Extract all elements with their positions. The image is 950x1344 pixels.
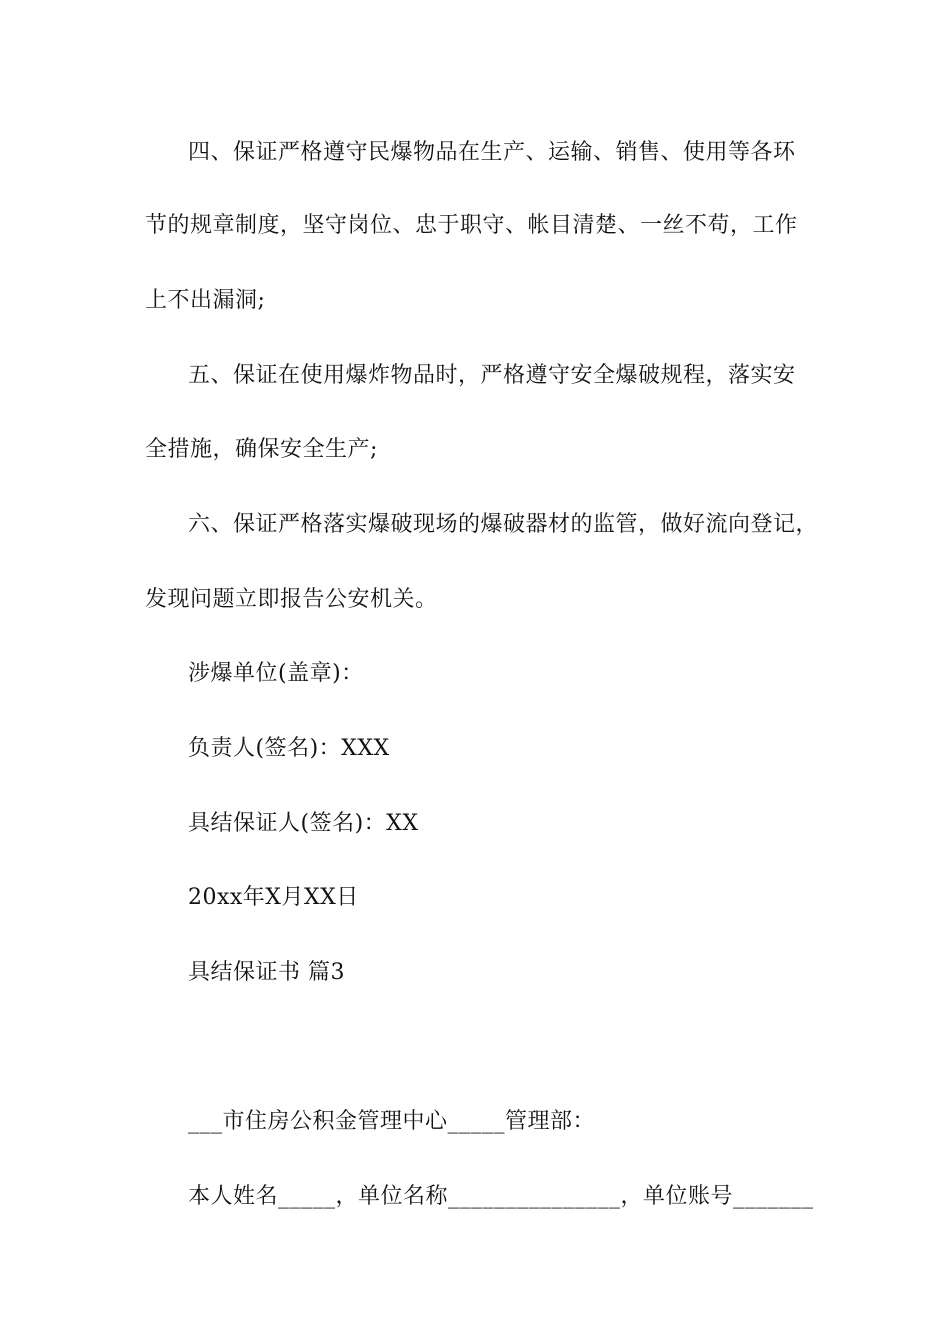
paragraph-4-line-2: 节的规章制度，坚守岗位、忠于职守、帐目清楚、一丝不苟，工作: [145, 213, 798, 238]
signature-date: 20xx年X月XX日: [188, 885, 359, 910]
signature-unit-seal: 涉爆单位(盖章)：: [188, 661, 364, 686]
signature-guarantor: 具结保证人(签名)：XX: [188, 811, 419, 836]
paragraph-4-line-3: 上不出漏洞;: [145, 288, 266, 313]
section-title: 具结保证书 篇3: [188, 960, 345, 985]
paragraph-5-line-1: 五、保证在使用爆炸物品时，严格遵守安全爆破规程，落实安: [188, 363, 796, 388]
paragraph-6-line-2: 发现问题立即报告公安机关。: [145, 587, 438, 612]
signature-principal: 负责人(签名)：XXX: [188, 736, 390, 761]
paragraph-4-line-1: 四、保证严格遵守民爆物品在生产、运输、销售、使用等各环: [188, 140, 796, 165]
letter-recipient: ___市住房公积金管理中心_____管理部：: [188, 1109, 596, 1134]
paragraph-6-line-1: 六、保证严格落实爆破现场的爆破器材的监管，做好流向登记，: [188, 512, 819, 537]
letter-line-1: 本人姓名_____，单位名称_______________，单位账号_______: [188, 1184, 814, 1209]
paragraph-5-line-2: 全措施，确保安全生产;: [145, 437, 378, 462]
